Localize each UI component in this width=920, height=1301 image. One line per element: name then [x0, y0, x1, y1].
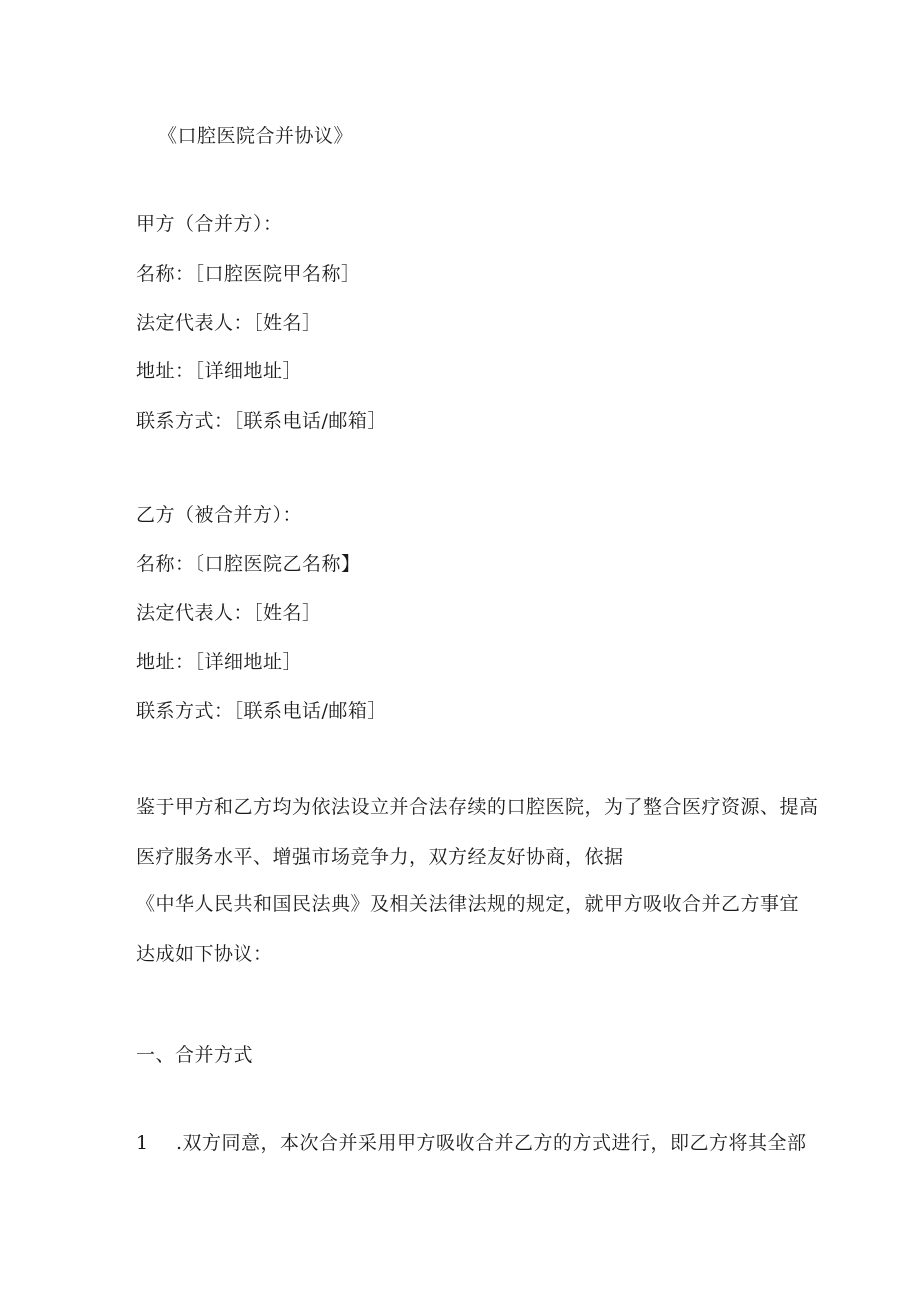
party-b-name: 名称：〔口腔医院乙名称】	[136, 553, 361, 575]
party-b-header: 乙方（被合并方）：	[136, 504, 303, 526]
party-a-contact: 联系方式：［联系电话/邮箱］	[136, 410, 387, 432]
section-1-heading: 一、合并方式	[136, 1044, 254, 1066]
item-1-text: .双方同意，本次合并采用甲方吸收合并乙方的方式进行，即乙方将其全部	[176, 1132, 807, 1154]
preamble-line-4: 达成如下协议：	[136, 943, 273, 965]
party-a-representative: 法定代表人：［姓名］	[136, 312, 322, 334]
document-title: 《口腔医院合并协议》	[158, 125, 354, 147]
party-a-header: 甲方（合并方）：	[136, 213, 283, 235]
party-b-address: 地址：［详细地址］	[136, 651, 303, 673]
preamble-line-3: 《中华人民共和国民法典》及相关法律法规的规定，就甲方吸收合并乙方事宜	[136, 893, 800, 915]
section-1-item-1	[136, 1131, 807, 1155]
party-b-representative: 法定代表人：［姓名］	[136, 602, 322, 624]
preamble-line-1: 鉴于甲方和乙方均为依法设立并合法存续的口腔医院，为了整合医疗资源、提高	[136, 796, 819, 818]
party-a-address: 地址：［详细地址］	[136, 360, 303, 382]
party-a-name: 名称：［口腔医院甲名称］	[136, 263, 361, 285]
party-b-contact: 联系方式：［联系电话/邮箱］	[136, 700, 387, 722]
preamble-line-2: 医疗服务水平、增强市场竞争力，双方经友好协商，依据	[136, 846, 624, 868]
item-1-number: 1	[136, 1132, 149, 1154]
